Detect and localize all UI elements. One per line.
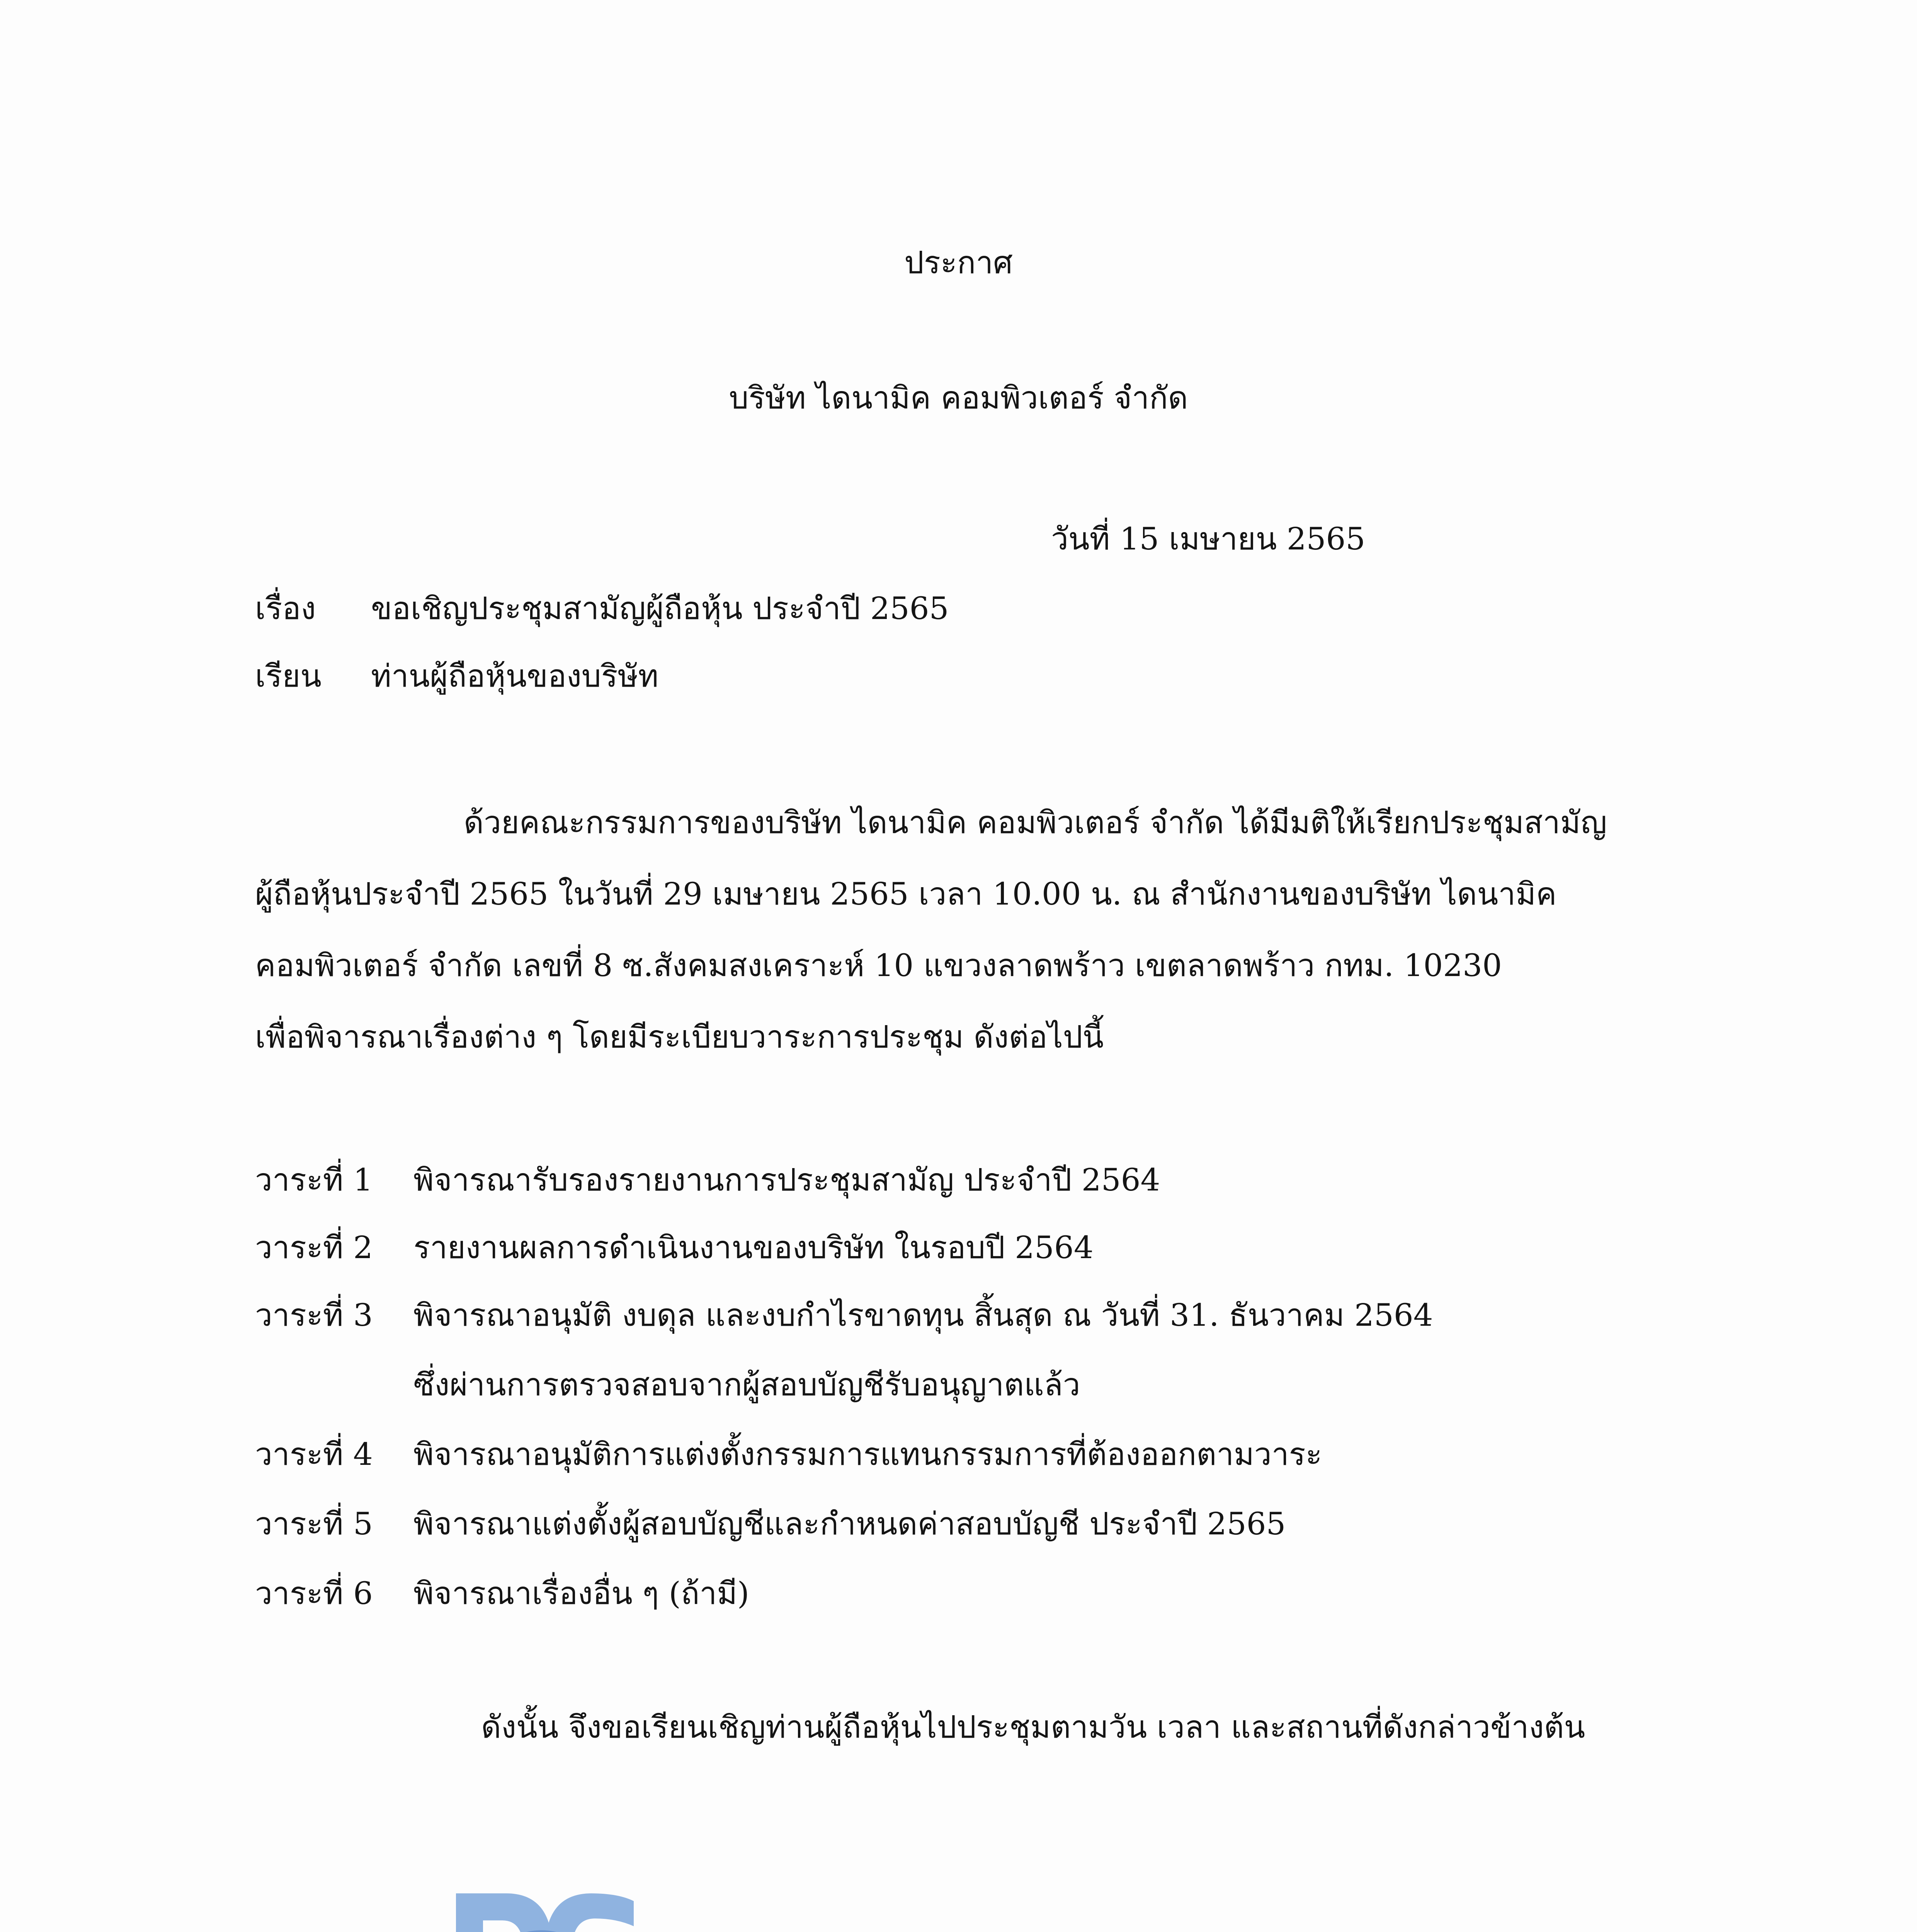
agenda-number: วาระที่ 3: [255, 1297, 373, 1333]
company-name: บริษัท ไดนามิค คอมพิวเตอร์ จำกัด: [729, 380, 1188, 416]
document-date: วันที่ 15 เมษายน 2565: [1051, 521, 1366, 557]
agenda-number: วาระที่ 6: [255, 1575, 373, 1611]
agenda-item: พิจารณาอนุมัติการแต่งตั้งกรรมการแทนกรรมการที่ต้องออกตามวาระ: [413, 1436, 1322, 1472]
agenda-item: พิจารณารับรองรายงานการประชุมสามัญ ประจำปี 2564: [413, 1162, 1160, 1198]
agenda-item-continuation: ซึ่งผ่านการตรวจสอบจากผู้สอบบัญชีรับอนุญาตแล้ว: [413, 1367, 1080, 1403]
body-line: คอมพิวเตอร์ จำกัด เลขที่ 8 ซ.สังคมสงเคราะห์ 10 แขวงลาดพร้าว เขตลาดพร้าว กทม. 10230: [255, 947, 1502, 983]
recipient-text: ท่านผู้ถือหุ้นของบริษัท: [371, 658, 659, 694]
company-logo-icon: [456, 1893, 634, 1932]
agenda-item: รายงานผลการดำเนินงานของบริษัท ในรอบปี 2564: [413, 1230, 1094, 1265]
agenda-item: พิจารณาอนุมัติ งบดุล และงบกำไรขาดทุน สิ้นสุด ณ วันที่ 31. ธันวาคม 2564: [413, 1297, 1433, 1333]
body-line: ผู้ถือหุ้นประจำปี 2565 ในวันที่ 29 เมษายน 2565 เวลา 10.00 น. ณ สำนักงานของบริษัท ไดนามิค: [255, 876, 1557, 912]
agenda-item: พิจารณาแต่งตั้งผู้สอบบัญชีและกำหนดค่าสอบบัญชี ประจำปี 2565: [413, 1506, 1286, 1542]
body-line: เพื่อพิจารณาเรื่องต่าง ๆ โดยมีระเบียบวาระการประชุม ดังต่อไปนี้: [255, 1019, 1104, 1055]
agenda-item: พิจารณาเรื่องอื่น ๆ (ถ้ามี): [413, 1575, 750, 1611]
body-line: ด้วยคณะกรรมการของบริษัท ไดนามิค คอมพิวเตอร์ จำกัด ได้มีมติให้เรียกประชุมสามัญ: [464, 804, 1607, 840]
recipient-label: เรียน: [255, 658, 321, 694]
agenda-number: วาระที่ 5: [255, 1506, 373, 1542]
document-title: ประกาศ: [904, 245, 1013, 281]
closing-text: ดังนั้น จึงขอเรียนเชิญท่านผู้ถือหุ้นไปประชุมตามวัน เวลา และสถานที่ดังกล่าวข้างต้น: [481, 1709, 1585, 1745]
subject-label: เรื่อง: [255, 590, 316, 626]
agenda-number: วาระที่ 4: [255, 1436, 373, 1472]
agenda-number: วาระที่ 2: [255, 1230, 373, 1265]
subject-text: ขอเชิญประชุมสามัญผู้ถือหุ้น ประจำปี 2565: [371, 590, 949, 626]
agenda-number: วาระที่ 1: [255, 1162, 373, 1198]
